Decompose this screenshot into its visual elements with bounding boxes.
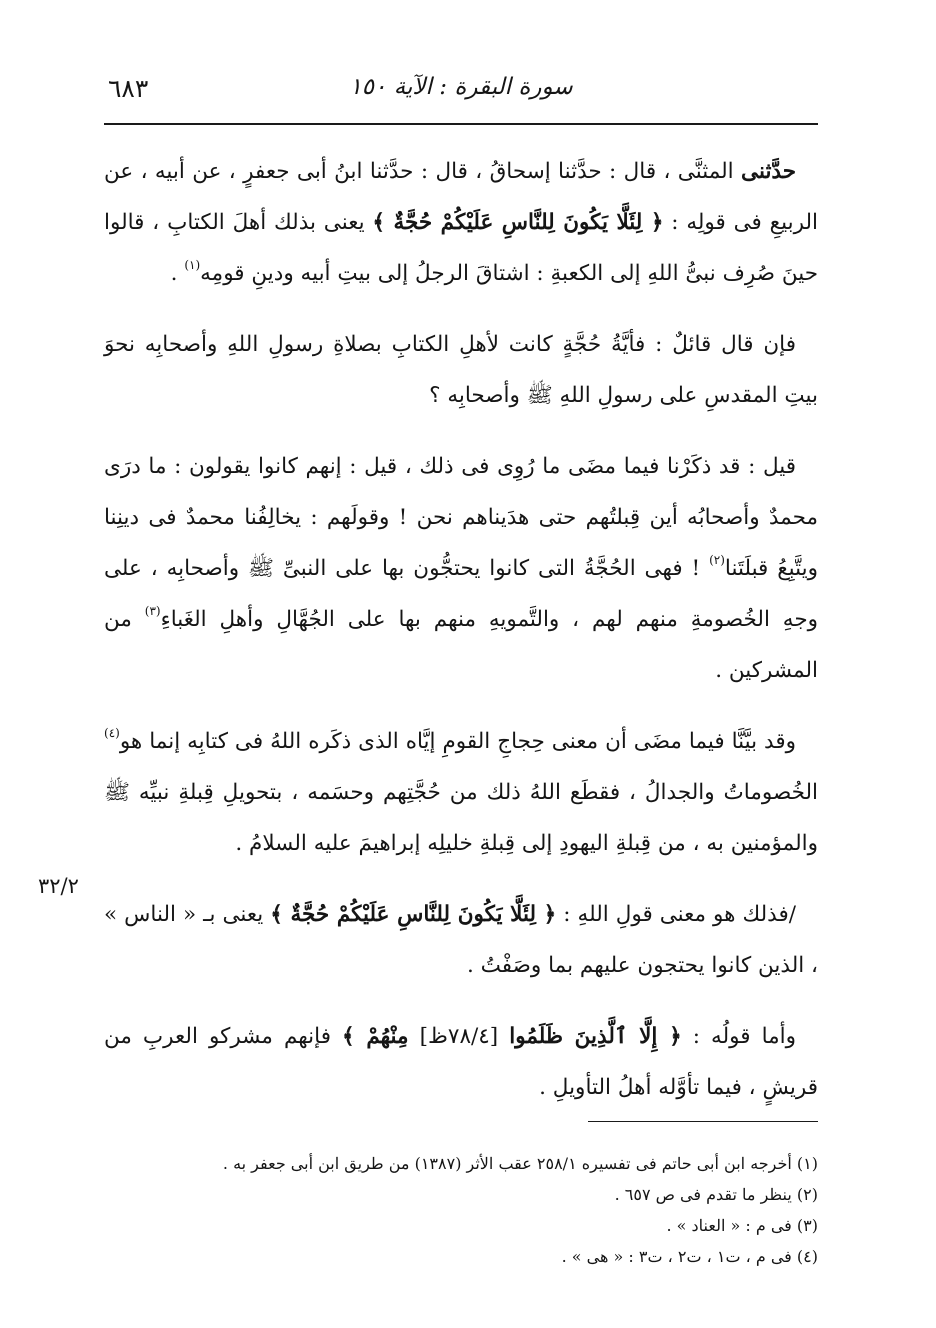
manuscript-folio-ref: [٧٨/٤ظ]: [408, 1024, 510, 1049]
paragraph-5-text-a: /فذلك هو معنى قولِ اللهِ :: [556, 902, 796, 927]
paragraph-1-text-b: يعنى بذلك أهلَ الكتابِ ، قالوا حينَ صُرِف نبىُّ اللهِ إلى الكعبةِ : اشتاقَ الرجلُ إلى بيتِ أبيه ودينِ قومِه: [104, 210, 818, 286]
quran-quote: ﴿ لِئَلَّا يَكُونَ لِلنَّاسِ عَلَيْكُمْ حُجَّةٌ ﴾: [372, 210, 664, 235]
paragraph-5-text-b: يعنى بـ « الناس » ، الذين كانوا يحتجون عليهم بما وصَفْتُ .: [104, 902, 818, 978]
footnote-marker-3: (٣): [144, 604, 161, 618]
running-title: سورة البقرة : الآية ١٥٠: [349, 74, 573, 100]
paragraph-4-text-b: الخُصوماتُ والجدالُ ، فقطَع اللهُ ذلك من حُجَّتِهم وحسَمه ، بتحويلِ قِبلةِ نبيِّه ﷺ والمؤمنين به ، من قِبلةِ اليهودِ إلى قِبلةِ خليلِه إبراهيمَ عليه السلامُ .: [104, 780, 818, 856]
isnad-lead-word: حدَّثنى: [741, 159, 796, 184]
paragraph-5: [104, 889, 818, 991]
paragraph-1-text-a: المثنَّى ، قال : حدَّثنا إسحاقُ ، قال : حدَّثنا ابنُ أبى جعفرٍ ، عن أبيه ، عن الربيعِ فى قولِه :: [104, 159, 818, 235]
footnote-3: (٣) فى م : « العناد » .: [666, 1216, 818, 1235]
paragraph-2: فإن قال قائلٌ : فأيَّةُ حُجَّةٍ كانت لأهلِ الكتابِ بصلاةِ رسولِ اللهِ وأصحابِه نحوَ بيتِ المقدسِ على رسولِ اللهِ ﷺ وأصحابِه ؟: [104, 332, 818, 408]
footnote-4: (٤) فى م ، ت١ ، ت٢ ، ت٣ : « هى » .: [561, 1247, 818, 1266]
footnote-marker-2: (٢): [709, 553, 725, 567]
footnote-marker-4: (٤): [104, 726, 120, 740]
quran-quote: ﴿ لِئَلَّا يَكُونَ لِلنَّاسِ عَلَيْكُمْ حُجَّةٌ ﴾: [270, 902, 557, 927]
page-header: [104, 64, 818, 120]
paragraph-3-text-b: ! فهى الحُجَّةُ التى كانوا يحتجُّون بها على النبىِّ ﷺ وأصحابِه ، على وجهِ الخُصومةِ منهم لهم ، والتَّمويهِ منهم بها على الجُهَّالِ وأهلِ الغَباءِ: [104, 556, 818, 632]
paragraph-1: [104, 146, 818, 299]
quran-quote-start: ﴿ إِلَّا ٱلَّذِينَ ظَلَمُوا: [509, 1024, 682, 1049]
paragraph-1-text-c: .: [170, 261, 185, 286]
paragraph-6-text-b: فإنهم مشركو العربِ من قريشٍ ، فيما تأوَّله أهلُ التأويلِ .: [104, 1024, 818, 1100]
paragraph-4: [104, 716, 818, 869]
footnote-1: (١) أخرجه ابن أبى حاتم فى تفسيره ٢٥٨/١ عقب الأثر (١٣٨٧) من طريق ابن أبى جعفر به .: [222, 1154, 818, 1173]
paragraph-3-text-c: من المشركين .: [104, 607, 818, 683]
footnotes: [104, 1148, 818, 1272]
paragraph-4-text-a: وقد بيَّنَّا فيما مضَى أن معنى حِجاجِ القومِ إيَّاه الذى ذكَره اللهُ فى كتابِه إنما هو: [119, 729, 796, 754]
footnote-2: (٢) ينظر ما تقدم فى ص ٦٥٧ .: [614, 1185, 818, 1204]
quran-quote-end: مِنْهُمْ ﴾: [342, 1024, 409, 1049]
paragraph-6-text-a: وأما قولُه :: [681, 1024, 796, 1049]
header-divider: [104, 123, 818, 125]
paragraph-3: [104, 441, 818, 696]
footnote-divider: [588, 1121, 818, 1122]
paragraph-6: [104, 1011, 818, 1113]
footnote-marker-1: (١): [184, 258, 201, 272]
page-number: ٦٨٣: [108, 74, 149, 103]
margin-volume-page-ref: ٣٢/٢: [38, 874, 79, 898]
paragraph-3-text-a: قيل : قد ذكَرْنا فيما مضَى ما رُوِى فى ذلك ، قيل : إنهم كانوا يقولون : ما درَى محمدٌ وأصحابُه أين قِبلتُهم حتى هدَيناهم نحن ! وقولَهم : يخالِفُنا محمدٌ فى دينِنا ويتَّبِعُ قبلَتَنا: [104, 454, 819, 581]
main-text: [104, 146, 818, 1133]
